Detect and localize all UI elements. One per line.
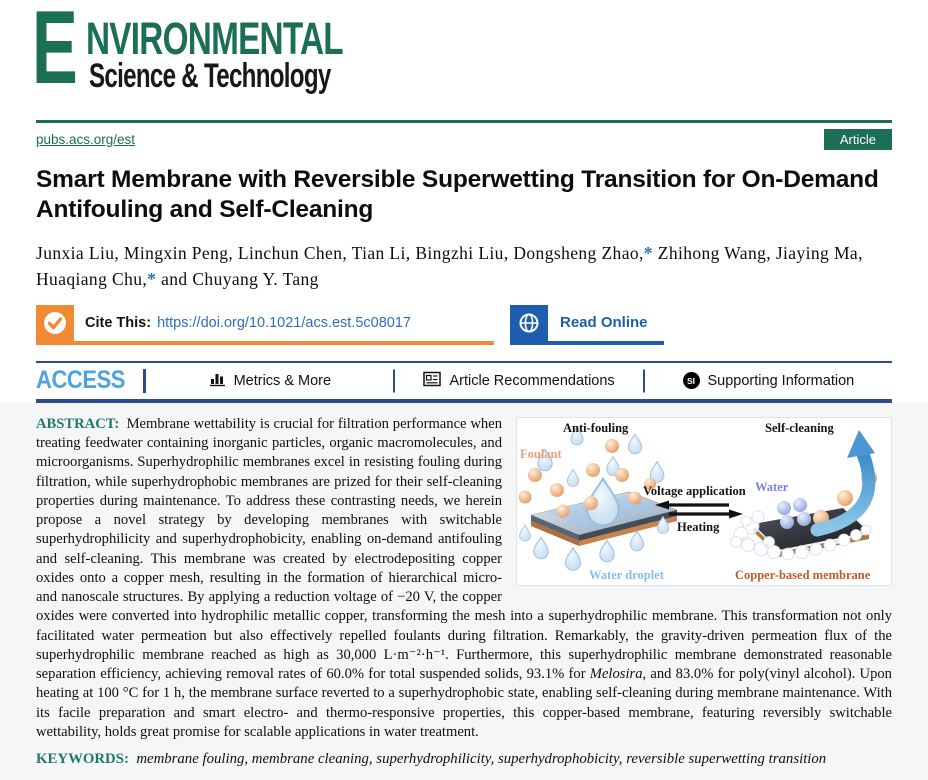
cite-row (36, 305, 892, 349)
keywords-row (36, 751, 892, 768)
metrics-and-more-label: Metrics & More (233, 372, 332, 389)
graphical-abstract-art (517, 418, 891, 585)
access-bar (36, 363, 892, 399)
anti-fouling-label: Anti-fouling (563, 420, 629, 435)
access-items (146, 363, 892, 399)
cite-text (74, 305, 411, 341)
heating-label: Heating (677, 519, 720, 534)
article-recommendations-link[interactable] (393, 363, 642, 399)
corresponding-author-star[interactable]: * (643, 243, 653, 264)
article-title: Smart Membrane with Reversible Superwetting Transition for On-Demand Antifouling and Self-Cleaning (36, 166, 879, 223)
abstract-heading: ABSTRACT: (36, 415, 120, 432)
logo-big-e: E (32, 0, 78, 106)
voltage-application-label: Voltage application (643, 483, 746, 498)
authors-part3: and Chuyang Y. Tang (156, 268, 319, 289)
article-type-badge: Article (824, 129, 892, 150)
authors-part1: Junxia Liu, Mingxin Peng, Linchun Chen, Tian Li, Bingzhi Liu, Dongsheng Zhao, (36, 243, 644, 264)
header-green-rule (36, 120, 892, 123)
abstract-body-2: , and 83.0% for poly(vinyl alcohol). Upon heating at 100 °C for 1 h, the membrane surface reverted to a superhydrophobic state, enabling self-cleaning during membrane maintenance. With its facile preparation and smart electro- and thermo-responsive properties, this copper-based membrane, featuring reversibly switchable wettability, holds great promise for scalable applications in water treatment. (36, 666, 892, 740)
journal-url-link[interactable]: pubs.acs.org/est (36, 131, 136, 147)
site-row (36, 127, 892, 151)
read-online-label: Read Online (560, 314, 648, 332)
globe-icon (510, 305, 548, 341)
metrics-and-more-link[interactable] (146, 363, 393, 399)
water-label: Water (755, 479, 789, 494)
supporting-information-label: Supporting Information (707, 372, 855, 389)
read-online-button[interactable] (510, 305, 664, 345)
authors-part2: Zhihong Wang, Jiaying Ma, Huaqiang Chu, (36, 243, 863, 289)
self-cleaning-label: Self-cleaning (765, 420, 834, 435)
abstract-body-1: Membrane wettability is crucial for filtration performance when treating feedwater containing inorganic particles, organic macromolecules, and microorganisms. Superhydrophilic membranes excel in resisting fouling during filtration, while superhydrophobic membranes are prized for their self-cleaning properties during maintenance. To address these contrasting needs, we herein propose a novel strategy by developing membranes with switchable superhydrophilicity and superhydrophobicity, enabling on-demand antifouling and self-cleaning. This membrane was created by electrodepositing copper oxides onto a copper mesh, resulting in the formation of hierarchical micro- and nanoscale structures. By applying a reduction voltage of −20 V, the copper oxides were converted into hydrophilic metallic copper, transforming the mesh into a superhydrophilic membrane. This transformation not only facilitated water permeation but also effectively repelled foulants during filtration. Remarkably, the gravity-driven permeation flux of the superhydrophilic membrane reached as high as 30,000 L·m⁻²·h⁻¹. Furthermore, this superhydrophilic membrane demonstrated reasonable separation efficiency, achieving removal rates of 60.0% for total suspended solids, 93.1% for (36, 415, 892, 683)
author-list (36, 241, 892, 292)
water-droplet-label: Water droplet (589, 567, 664, 582)
bar-chart-icon (209, 370, 226, 391)
keywords-heading: KEYWORDS: (36, 751, 129, 768)
abstract-section (0, 403, 928, 780)
journal-logo (32, 0, 892, 110)
supporting-information-link[interactable] (643, 363, 892, 399)
article-recommendations-label: Article Recommendations (449, 372, 615, 389)
cite-this-widget[interactable] (36, 305, 494, 345)
corresponding-author-star[interactable]: * (147, 268, 157, 289)
keywords-text: membrane fouling, membrane cleaning, superhydrophilicity, superhydrophobicity, reversible superwetting transition (136, 751, 827, 768)
doi-link[interactable]: https://doi.org/10.1021/acs.est.5c08017 (157, 314, 411, 331)
access-link[interactable]: ACCESS (36, 366, 126, 395)
copper-membrane-label: Copper-based membrane (735, 567, 871, 582)
si-icon: SI (683, 372, 700, 389)
check-icon (36, 305, 74, 341)
graphical-abstract (516, 417, 892, 586)
abstract-italic-species: Melosira (589, 666, 643, 683)
cite-label: Cite This: (85, 314, 152, 331)
logo-subtitle: Science & Technology (89, 57, 331, 95)
logo-name: NVIRONMENTAL (86, 13, 343, 64)
article-recommendations-icon (423, 371, 441, 391)
foulant-label: Foulant (520, 446, 562, 461)
